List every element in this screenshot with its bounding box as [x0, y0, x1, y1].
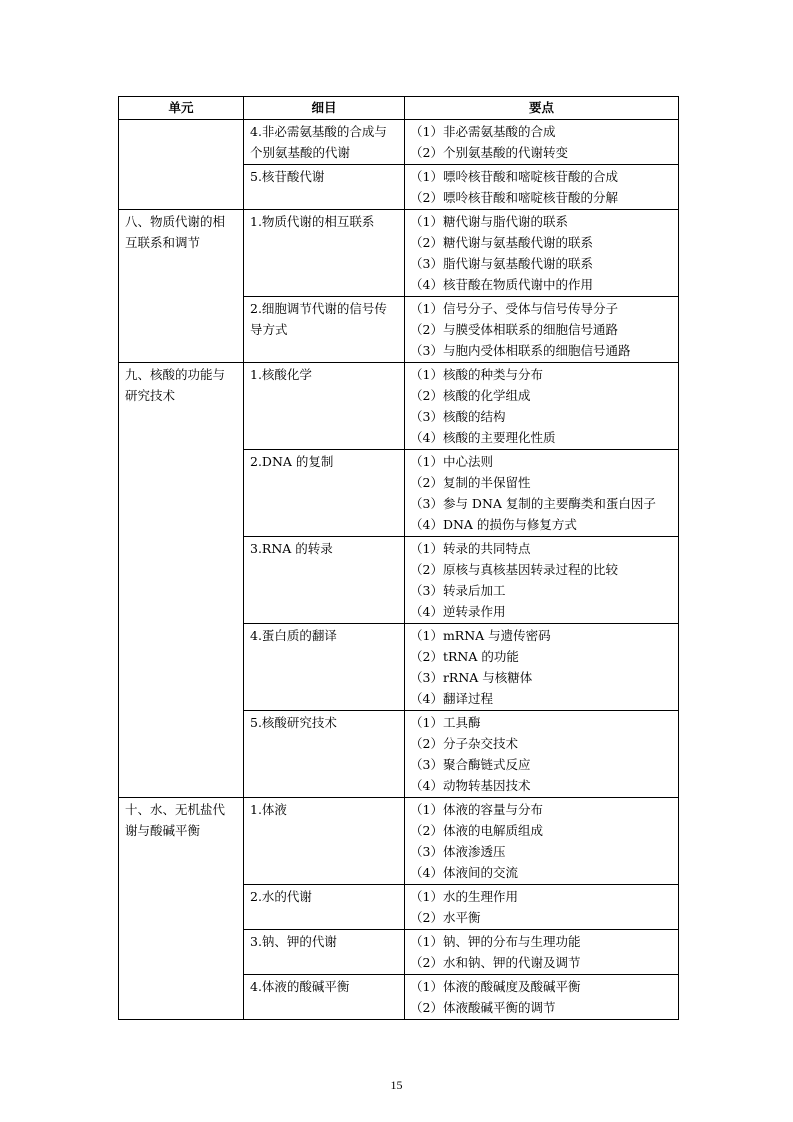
- point-item: （2）水和钠、钾的代谢及调节: [410, 955, 581, 970]
- point-item: （3）参与 DNA 复制的主要酶类和蛋白因子: [410, 496, 656, 511]
- point-item: （2）体液的电解质组成: [410, 823, 543, 838]
- table-row: [119, 120, 679, 165]
- table-body: [119, 120, 679, 1020]
- points-cell: [405, 363, 679, 450]
- point-item: （4）核苷酸在物质代谢中的作用: [410, 277, 593, 292]
- subitem-cell: 4.非必需氨基酸的合成与个别氨基酸的代谢: [244, 120, 405, 165]
- subitem-cell: 1.物质代谢的相互联系: [244, 210, 405, 297]
- point-item: （1）转录的共同特点: [410, 541, 531, 556]
- point-item: （4）翻译过程: [410, 691, 493, 706]
- point-item: （2）糖代谢与氨基酸代谢的联系: [410, 235, 593, 250]
- point-item: （4）DNA 的损伤与修复方式: [410, 517, 577, 532]
- header-row: [119, 97, 679, 120]
- header-subitem: 细目: [244, 97, 405, 120]
- subitem-cell: 1.体液: [244, 798, 405, 885]
- points-cell: [405, 297, 679, 363]
- point-item: （1）钠、钾的分布与生理功能: [410, 934, 581, 949]
- points-cell: [405, 930, 679, 975]
- point-item: （2）分子杂交技术: [410, 736, 518, 751]
- point-item: （2）个别氨基酸的代谢转变: [410, 145, 568, 160]
- point-item: （3）聚合酶链式反应: [410, 757, 531, 772]
- points-cell: [405, 537, 679, 624]
- subitem-cell: 4.蛋白质的翻译: [244, 624, 405, 711]
- point-item: （3）rRNA 与核糖体: [410, 670, 533, 685]
- unit-cell: 八、物质代谢的相互联系和调节: [119, 210, 244, 363]
- point-item: （3）体液渗透压: [410, 844, 506, 859]
- point-item: （2）tRNA 的功能: [410, 649, 519, 664]
- header-points: 要点: [405, 97, 679, 120]
- points-cell: [405, 711, 679, 798]
- point-item: （4）逆转录作用: [410, 604, 506, 619]
- subitem-cell: 2.DNA 的复制: [244, 450, 405, 537]
- points-cell: [405, 975, 679, 1020]
- points-cell: [405, 885, 679, 930]
- header-unit: 单元: [119, 97, 244, 120]
- point-item: （4）体液间的交流: [410, 865, 518, 880]
- point-item: （1）mRNA 与遗传密码: [410, 628, 551, 643]
- subitem-cell: 5.核酸研究技术: [244, 711, 405, 798]
- point-item: （3）脂代谢与氨基酸代谢的联系: [410, 256, 593, 271]
- point-item: （2）原核与真核基因转录过程的比较: [410, 562, 618, 577]
- point-item: （1）信号分子、受体与信号传导分子: [410, 301, 618, 316]
- point-item: （1）非必需氨基酸的合成: [410, 124, 556, 139]
- subitem-cell: 3.RNA 的转录: [244, 537, 405, 624]
- point-item: （3）转录后加工: [410, 583, 506, 598]
- subitem-cell: 2.细胞调节代谢的信号传导方式: [244, 297, 405, 363]
- point-item: （2）体液酸碱平衡的调节: [410, 1000, 556, 1015]
- syllabus-table: [118, 96, 679, 1020]
- points-cell: [405, 120, 679, 165]
- points-cell: [405, 165, 679, 210]
- table-row: [119, 798, 679, 885]
- unit-cell: 九、核酸的功能与研究技术: [119, 363, 244, 798]
- point-item: （1）嘌呤核苷酸和嘧啶核苷酸的合成: [410, 169, 618, 184]
- unit-cell: 十、水、无机盐代谢与酸碱平衡: [119, 798, 244, 1020]
- point-item: （1）中心法则: [410, 454, 493, 469]
- point-item: （2）水平衡: [410, 910, 481, 925]
- point-item: （2）复制的半保留性: [410, 475, 531, 490]
- point-item: （2）嘌呤核苷酸和嘧啶核苷酸的分解: [410, 190, 618, 205]
- point-item: （3）核酸的结构: [410, 409, 506, 424]
- subitem-cell: 4.体液的酸碱平衡: [244, 975, 405, 1020]
- table-header: [119, 97, 679, 120]
- subitem-cell: 1.核酸化学: [244, 363, 405, 450]
- point-item: （4）核酸的主要理化性质: [410, 430, 556, 445]
- point-item: （1）核酸的种类与分布: [410, 367, 543, 382]
- unit-cell: [119, 120, 244, 210]
- points-cell: [405, 624, 679, 711]
- point-item: （1）水的生理作用: [410, 889, 518, 904]
- page-number: 15: [390, 1078, 403, 1092]
- point-item: （3）与胞内受体相联系的细胞信号通路: [410, 343, 631, 358]
- point-item: （1）体液的容量与分布: [410, 802, 543, 817]
- subitem-cell: 2.水的代谢: [244, 885, 405, 930]
- points-cell: [405, 450, 679, 537]
- point-item: （1）体液的酸碱度及酸碱平衡: [410, 979, 581, 994]
- subitem-cell: 3.钠、钾的代谢: [244, 930, 405, 975]
- point-item: （2）核酸的化学组成: [410, 388, 531, 403]
- point-item: （2）与膜受体相联系的细胞信号通路: [410, 322, 618, 337]
- point-item: （4）动物转基因技术: [410, 778, 531, 793]
- point-item: （1）工具酶: [410, 715, 481, 730]
- subitem-cell: 5.核苷酸代谢: [244, 165, 405, 210]
- table-row: [119, 363, 679, 450]
- table-row: [119, 210, 679, 297]
- points-cell: [405, 798, 679, 885]
- points-cell: [405, 210, 679, 297]
- point-item: （1）糖代谢与脂代谢的联系: [410, 214, 568, 229]
